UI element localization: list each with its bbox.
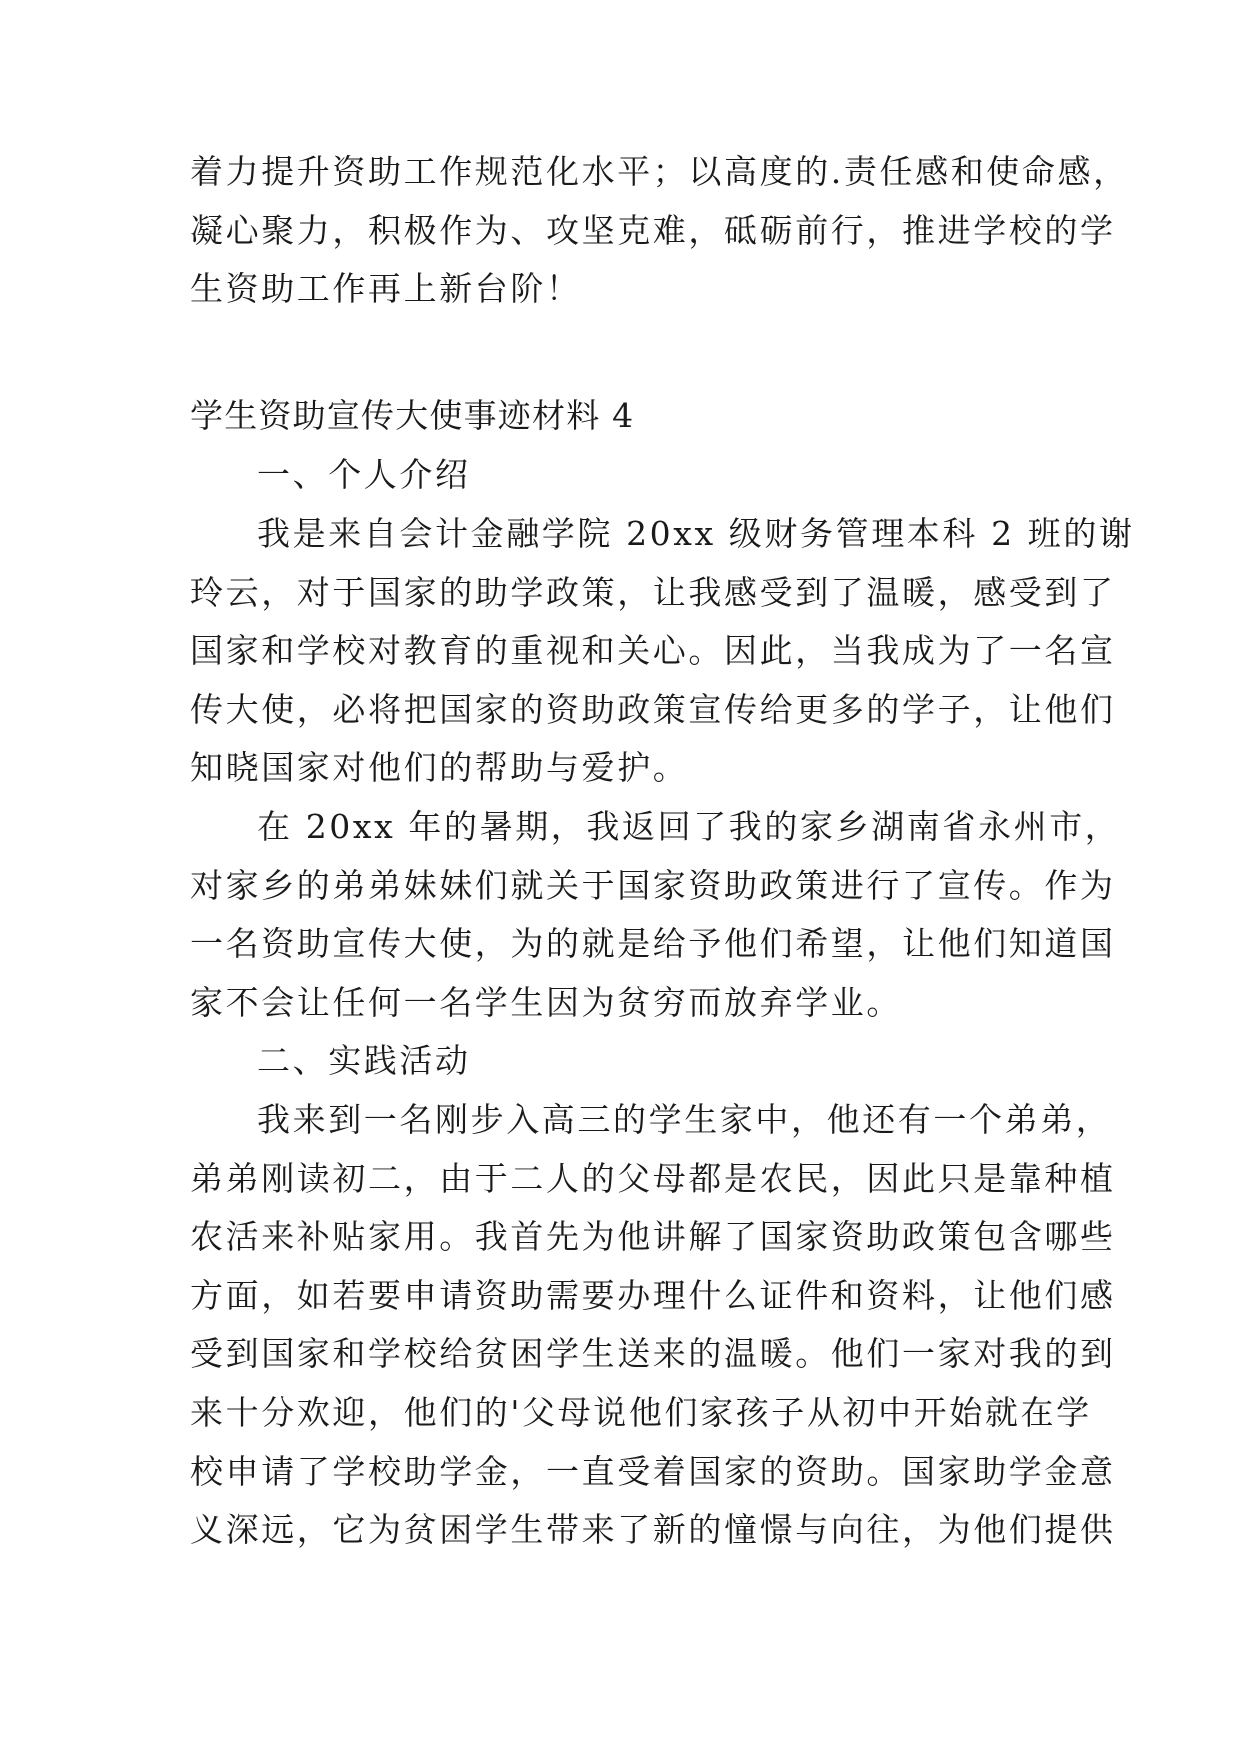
para2-line-1: 在 20xx 年的暑期，我返回了我的家乡湖南省永州市，	[257, 807, 1121, 846]
intro-line-3: 生资助工作再上新台阶！	[190, 269, 582, 308]
para3-line-8: 义深远，它为贫困学生带来了新的憧憬与向往，为他们提供	[190, 1510, 1116, 1549]
section-heading-practice: 二、实践活动	[257, 1041, 471, 1080]
document-title: 学生资助宣传大使事迹材料 4	[190, 396, 635, 435]
para3-line-1: 我来到一名刚步入高三的学生家中，他还有一个弟弟，	[257, 1100, 1112, 1139]
para2-line-4: 家不会让任何一名学生因为贫穷而放弃学业。	[190, 983, 902, 1022]
para1-line-3: 国家和学校对教育的重视和关心。因此，当我成为了一名宣	[190, 631, 1116, 670]
para1-line-2: 玲云，对于国家的助学政策，让我感受到了温暖，感受到了	[190, 573, 1116, 612]
para1-line-4: 传大使，必将把国家的资助政策宣传给更多的学子，让他们	[190, 690, 1116, 729]
para3-line-7: 校申请了学校助学金，一直受着国家的资助。国家助学金意	[190, 1452, 1116, 1491]
para2-line-2: 对家乡的弟弟妹妹们就关于国家资助政策进行了宣传。作为	[190, 866, 1116, 905]
para3-line-6: 来十分欢迎，他们的'父母说他们家孩子从初中开始就在学	[190, 1393, 1092, 1432]
para3-line-4: 方面，如若要申请资助需要办理什么证件和资料，让他们感	[190, 1276, 1116, 1315]
para1-line-5: 知晓国家对他们的帮助与爱护。	[190, 748, 689, 787]
intro-line-1: 着力提升资助工作规范化水平；以高度的.责任感和使命感，	[190, 152, 1129, 191]
para1-line-1: 我是来自会计金融学院 20xx 级财务管理本科 2 班的谢	[257, 514, 1135, 553]
para3-line-2: 弟弟刚读初二，由于二人的父母都是农民，因此只是靠种植	[190, 1159, 1116, 1198]
section-heading-personal-intro: 一、个人介绍	[257, 455, 471, 494]
para2-line-3: 一名资助宣传大使，为的就是给予他们希望，让他们知道国	[190, 924, 1116, 963]
intro-line-2: 凝心聚力，积极作为、攻坚克难，砥砺前行，推进学校的学	[190, 211, 1116, 250]
para3-line-3: 农活来补贴家用。我首先为他讲解了国家资助政策包含哪些	[190, 1217, 1116, 1256]
para3-line-5: 受到国家和学校给贫困学生送来的温暖。他们一家对我的到	[190, 1334, 1116, 1373]
